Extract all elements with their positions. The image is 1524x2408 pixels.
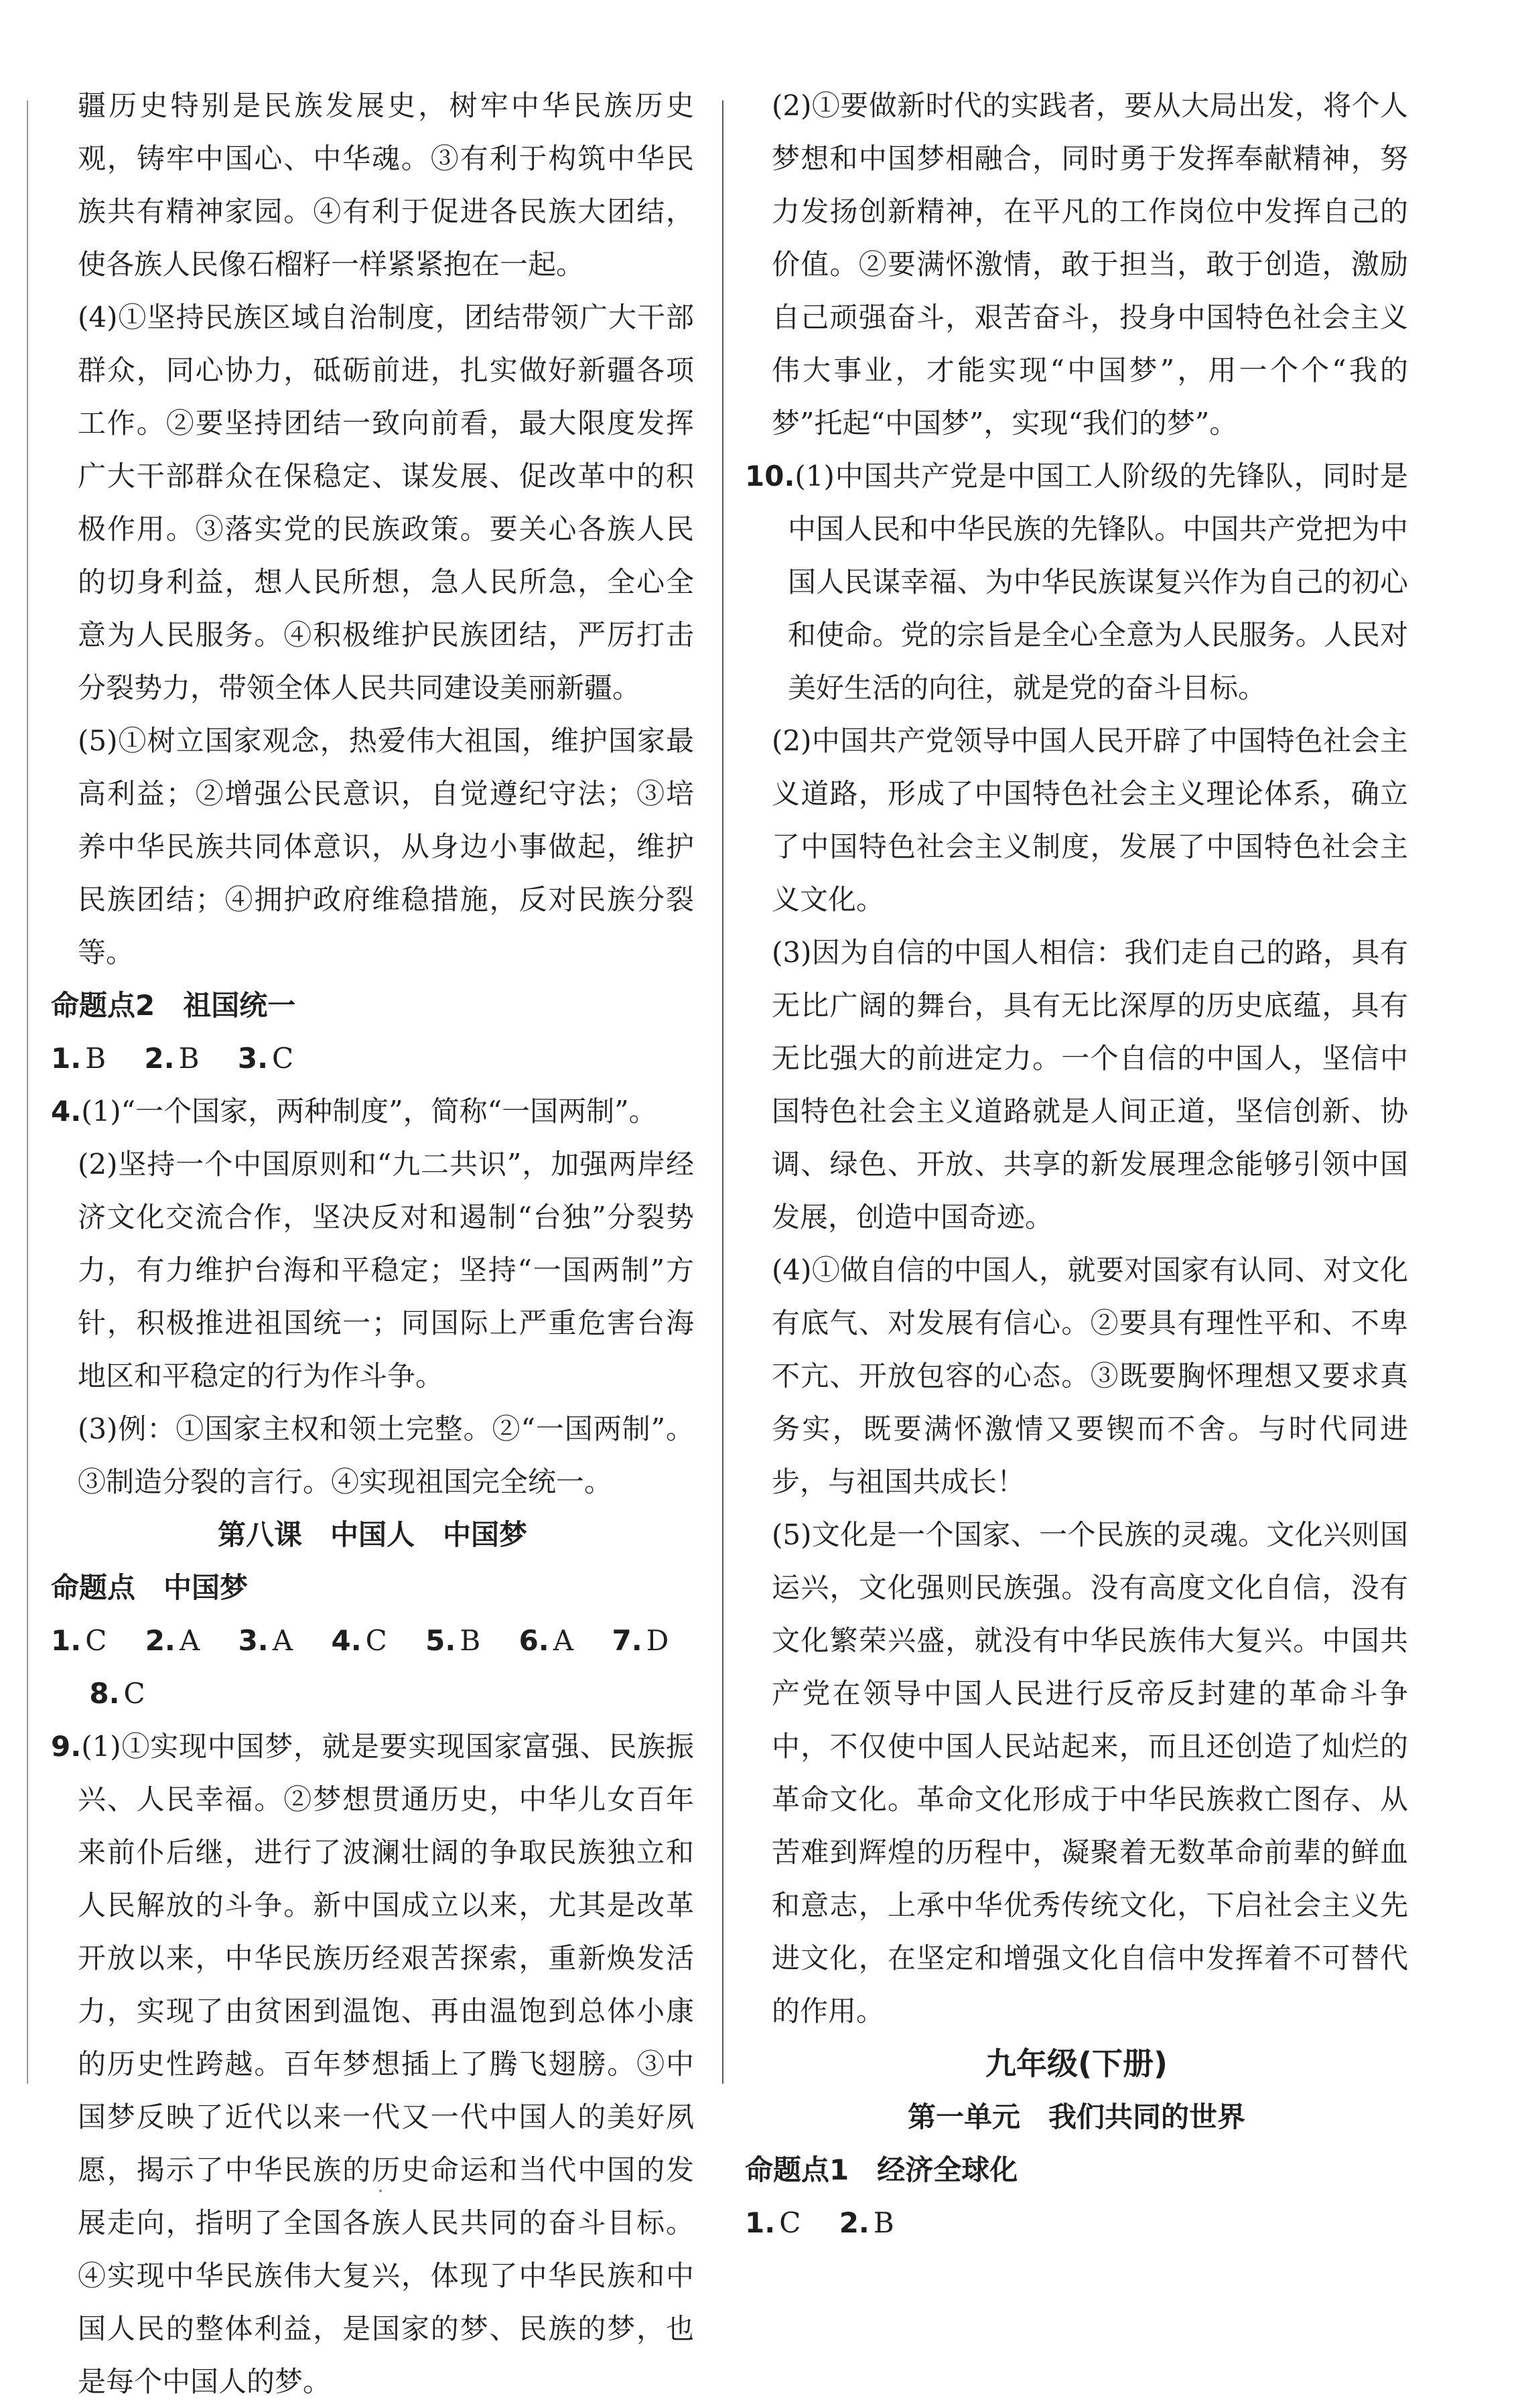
answer-line	[51, 1032, 694, 1085]
print-speck	[379, 2190, 382, 2192]
question-number: 10.	[745, 460, 795, 492]
answer-number: 2.	[144, 1042, 175, 1075]
question-line	[51, 1085, 694, 1138]
answer-number: 1.	[51, 1042, 82, 1075]
column-divider	[722, 101, 723, 2084]
answer-number: 3.	[238, 1624, 269, 1657]
section-heading: 命题点 中国梦	[51, 1571, 249, 1604]
answer-number: 6.	[518, 1624, 549, 1657]
paragraph: (4)①坚持民族区域自治制度，团结带领广大干部群众，同心协力，砥砺前进，扎实做好新疆各项工作。②要坚持团结一致向前看，最大限度发挥广大干部群众在保稳定、谋发展、促改革中的积极作用。③落实党的民族政策。要关心各族人民的切身利益，想人民所想，急人民所急，全心全意为人民服务。④积极维护民族团结，严厉打击分裂势力，带领全体人民共同建设美丽新疆。	[78, 301, 694, 704]
question-line	[745, 450, 1408, 714]
paragraph: (3)例：①国家主权和领土完整。②“一国两制”。③制造分裂的言行。④实现祖国完全统一。	[78, 1412, 694, 1498]
answer-number: 4.	[331, 1624, 362, 1657]
paragraph: 疆历史特别是民族发展史，树牢中华民族历史观，铸牢中国心、中华魂。③有利于构筑中华民族共有精神家园。④有利于促进各民族大团结，使各族人民像石榴籽一样紧紧抱在一起。	[78, 89, 694, 281]
answer-number: 2.	[839, 2206, 870, 2239]
answer-number: 7.	[612, 1624, 642, 1657]
question-number: 4.	[51, 1095, 82, 1128]
paragraph: (1)中国共产党是中国工人阶级的先锋队，同时是中国人民和中华民族的先锋队。中国共产党把为中国人民谋幸福、为中华民族谋复兴作为自己的初心和使命。党的宗旨是全心全意为人民服务。人民对美好生活的向往，就是党的奋斗目标。	[788, 460, 1408, 704]
answer-value: C	[85, 1624, 107, 1657]
answer-value: A	[553, 1624, 574, 1657]
paragraph: (1)“一个国家，两种制度”，简称“一国两制”。	[81, 1095, 657, 1128]
answer-line	[51, 1614, 694, 1720]
answer-value: A	[272, 1624, 293, 1657]
right-column	[745, 79, 1408, 2249]
paragraph: (3)因为自信的中国人相信：我们走自己的路，具有无比广阔的舞台，具有无比深厚的历史底蕴，具有无比强大的前进定力。一个自信的中国人，坚信中国特色社会主义道路就是人间正道，坚信创新、协调、绿色、开放、共享的新发展理念能够引领中国发展，创造中国奇迹。	[772, 936, 1408, 1233]
answer-value: C	[123, 1677, 145, 1710]
margin-line	[27, 101, 28, 2084]
paragraph: (5)①树立国家观念，热爱伟大祖国，维护国家最高利益；②增强公民意识，自觉遵纪守法；③培养中华民族共同体意识，从身边小事做起，维护民族团结；④拥护政府维稳措施，反对民族分裂等。	[78, 724, 694, 969]
answer-value: B	[873, 2206, 894, 2239]
lesson-title: 第八课 中国人 中国梦	[217, 1518, 527, 1551]
answer-number: 1.	[745, 2206, 776, 2239]
paragraph: (1)①实现中国梦，就是要实现国家富强、民族振兴、人民幸福。②梦想贯通历史，中华儿女百年来前仆后继，进行了波澜壮阔的争取民族独立和人民解放的斗争。新中国成立以来，尤其是改革开放以来，中华民族历经艰苦探索，重新焕发活力，实现了由贫困到温饱、再由温饱到总体小康的历史性跨越。百年梦想插上了腾飞翅膀。③中国梦反映了近代以来一代又一代中国人的美好夙愿，揭示了中华民族的历史命运和当代中国的发展走向，指明了全国各族人民共同的奋斗目标。④实现中华民族伟大复兴，体现了中华民族和中国人民的整体利益，是国家的梦、民族的梦，也是每个中国人的梦。	[78, 1730, 694, 2398]
paragraph: (2)中国共产党领导中国人民开辟了中国特色社会主义道路，形成了中国特色社会主义理论体系，确立了中国特色社会主义制度，发展了中国特色社会主义文化。	[772, 724, 1408, 916]
answer-number: 3.	[237, 1042, 269, 1075]
answer-number: 2.	[145, 1624, 176, 1657]
answer-number: 5.	[425, 1624, 456, 1657]
paragraph: (4)①做自信的中国人，就要对国家有认同、对文化有底气、对发展有信心。②要具有理性平和、不卑不亢、开放包容的心态。③既要胸怀理想又要求真务实，既要满怀激情又要锲而不舍。与时代同进步，与祖国共成长！	[772, 1254, 1408, 1498]
answer-value: C	[779, 2206, 801, 2239]
answer-value: B	[85, 1042, 107, 1075]
answer-value: D	[646, 1624, 669, 1657]
answer-value: B	[460, 1624, 481, 1657]
grade-title: 九年级(下册)	[985, 2046, 1168, 2082]
unit-title: 第一单元 我们共同的世界	[907, 2100, 1245, 2133]
paragraph: (5)文化是一个国家、一个民族的灵魂。文化兴则国运兴，文化强则民族强。没有高度文化自信，没有文化繁荣兴盛，就没有中华民族伟大复兴。中国共产党在领导中国人民进行反帝反封建的革命斗争中，不仅使中国人民站起来，而且还创造了灿烂的革命文化。革命文化形成于中华民族救亡图存、从苦难到辉煌的历程中，凝聚着无数革命前辈的鲜血和意志，上承中华优秀传统文化，下启社会主义先进文化，在坚定和增强文化自信中发挥着不可替代的作用。	[772, 1518, 1408, 2027]
answer-value: C	[272, 1042, 294, 1075]
answer-number: 1.	[51, 1624, 82, 1657]
paragraph: (2)坚持一个中国原则和“九二共识”，加强两岸经济文化交流合作，坚决反对和遏制“台独”分裂势力，有力维护台海和平稳定；坚持“一国两制”方针，积极推进祖国统一；同国际上严重危害台海地区和平稳定的行为作斗争。	[78, 1148, 694, 1392]
section-heading: 命题点1 经济全球化	[745, 2153, 1018, 2186]
answer-number: 8.	[89, 1677, 120, 1710]
answer-value: C	[365, 1624, 387, 1657]
question-line	[51, 1720, 694, 2408]
answer-value: A	[179, 1624, 200, 1657]
question-number: 9.	[51, 1730, 82, 1763]
paragraph: (2)①要做新时代的实践者，要从大局出发，将个人梦想和中国梦相融合，同时勇于发挥奉献精神，努力发扬创新精神，在平凡的工作岗位中发挥自己的价值。②要满怀激情，敢于担当，敢于创造，激励自己顽强奋斗，艰苦奋斗，投身中国特色社会主义伟大事业，才能实现“中国梦”，用一个个“我的梦”托起“中国梦”，实现“我们的梦”。	[772, 89, 1408, 440]
left-column	[51, 79, 694, 2408]
section-heading: 命题点2 祖国统一	[51, 989, 296, 1022]
answer-line	[745, 2196, 1408, 2249]
answer-value: B	[178, 1042, 200, 1075]
